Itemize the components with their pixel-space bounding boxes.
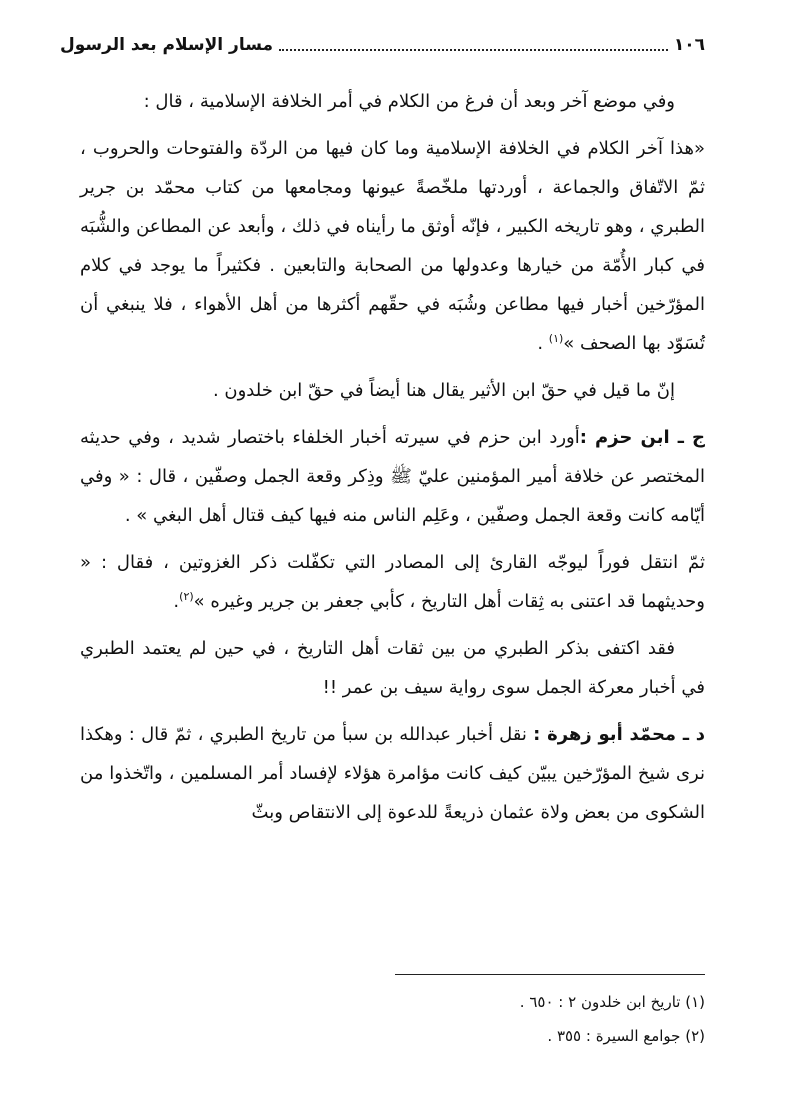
page-number: ١٠٦: [673, 35, 705, 55]
footnote-1: (١) تاريخ ابن خلدون ٢ : ٦٥٠ .: [519, 993, 705, 1011]
footnote-2: (٢) جوامع السيرة : ٣٥٥ .: [547, 1027, 705, 1045]
header-dot-leader: [279, 49, 668, 51]
paragraph-5: [80, 543, 705, 621]
sentence-end: .: [537, 333, 544, 354]
running-title: مسار الإسلام بعد الرسول: [60, 35, 274, 55]
paragraph-5-text: ثمّ انتقل فوراً ليوجّه القارئ إلى المصادر التي تكفّلت ذكر الغزوتين ، فقال : « وحديثهما قد اعتنى به ثِقات أهل التاريخ ، كأبي جعفر بن جرير وغيره »: [80, 552, 705, 612]
paragraph-2-quote: [80, 129, 705, 363]
footnotes: [80, 985, 705, 1053]
running-header: [60, 26, 705, 56]
paragraph-3: إنّ ما قيل في حقّ ابن الأثير يقال هنا أيضاً في حقّ ابن خلدون .: [212, 380, 675, 401]
page-body: [80, 82, 705, 840]
paragraph-4-text: أورد ابن حزم في سيرته أخبار الخلفاء باختصار شديد ، وفي حديثه المختصر عن خلافة أمير المؤمنين عليّ ﷺ وذِكر وقعة الجمل وصفّين ، قال : « وفي أيّامه كانت وقعة الجمل وصفّين ، وعَلِم الناس منه فيها كيف قتال أهل البغي » .: [80, 427, 705, 526]
sentence-end: .: [173, 591, 180, 612]
paragraph-6: فقد اكتفى بذكر الطبري من بين ثقات أهل التاريخ ، في حين لم يعتمد الطبري في أخبار معركة الجمل سوى رواية سيف بن عمر !!: [80, 638, 705, 698]
section-label-abu-zahra: د ـ محمّد أبو زهرة :: [533, 724, 705, 745]
paragraph-1: وفي موضع آخر وبعد أن فرغ من الكلام في أمر الخلافة الإسلامية ، قال :: [143, 91, 675, 112]
footnote-ref-2[interactable]: (٢): [179, 590, 194, 603]
section-label-ibn-hazm: ج ـ ابن حزم :: [579, 427, 705, 448]
footnote-separator: [395, 974, 705, 975]
paragraph-4: [80, 418, 705, 535]
footnote-ref-1[interactable]: (١): [548, 332, 564, 345]
paragraph-7: [80, 715, 705, 832]
quote-ibn-khaldun: «هذا آخر الكلام في الخلافة الإسلامية وما كان فيها من الردّة والفتوحات والحروب ، ثمّ الاتّفاق والجماعة ، أوردتها ملخّصةً عيونها ومجامعها من كتاب محمّد بن جرير الطبري ، وهو تاريخه الكبير ، فإنّه أوثق ما رأيناه في ذلك ، وأبعد عن المطاعن والشُّبَه في كبار الأُمّة من خيارها وعدولها من الصحابة والتابعين . فكثيراً ما يوجد في كلام المؤرّخين أخبار فيها مطاعن وشُبَه في حقّهم أكثرها من أهل الأهواء ، فلا ينبغي أن تُسَوّد بها الصحف »: [80, 138, 705, 354]
paragraph-7-text: نقل أخبار عبدالله بن سبأ من تاريخ الطبري ، ثمّ قال : وهكذا نرى شيخ المؤرّخين يبيّن كيف كانت مؤامرة هؤلاء لإفساد أمر المسلمين ، واتّخذوا من الشكوى من بعض ولاة عثمان ذريعةً للدعوة إلى الانتقاص وبثّ: [80, 724, 705, 823]
